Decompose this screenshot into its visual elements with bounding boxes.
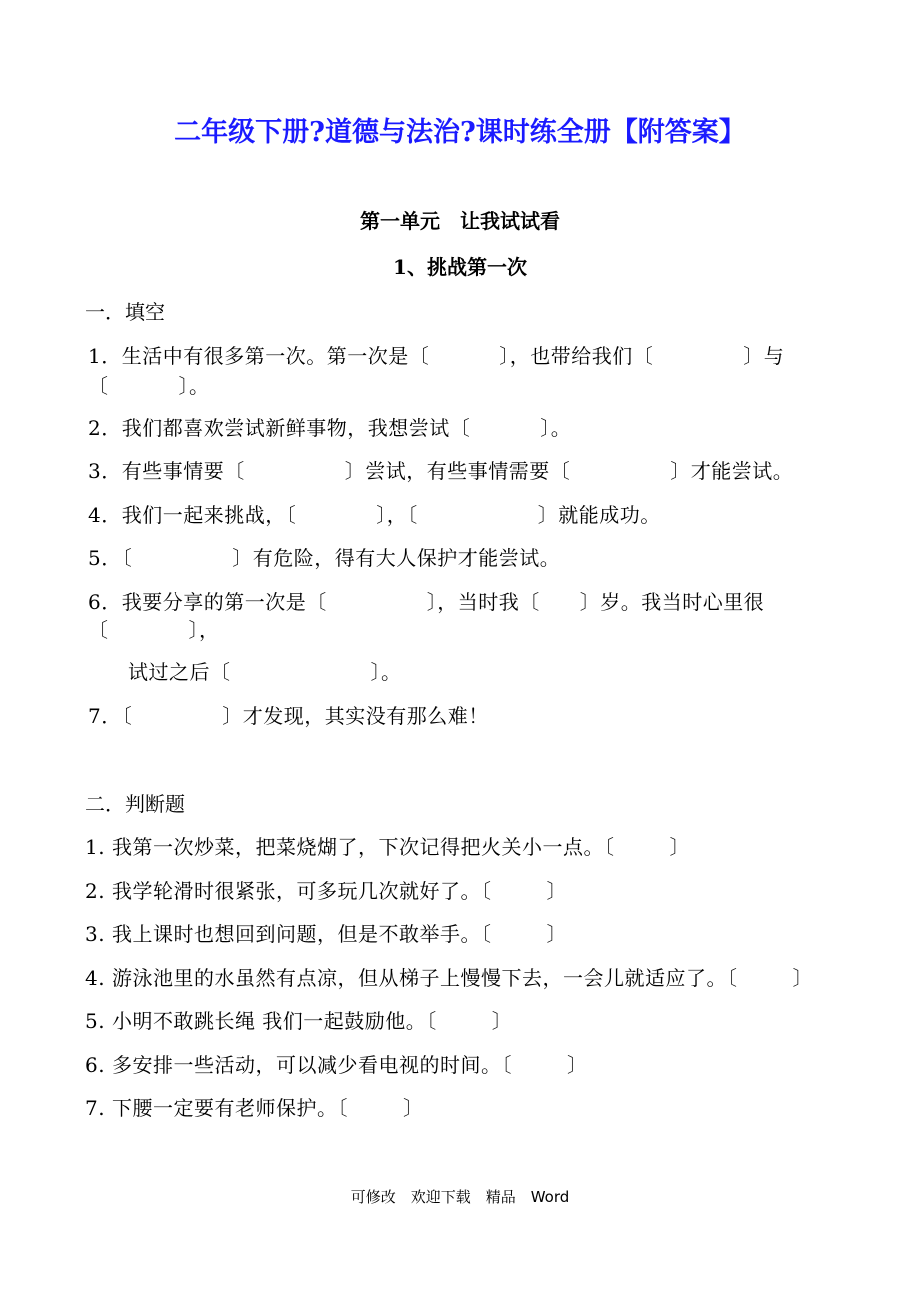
section-judge-heading: 二．判断题 bbox=[85, 792, 185, 816]
document-title: 二年级下册?道德与法治?课时练全册【附答案】 bbox=[174, 117, 746, 148]
lesson-title: 1、挑战第一次 bbox=[393, 255, 527, 279]
fill-question-1: 1．生活中有很多第一次。第一次是〔 〕，也带给我们〔 〕与 bbox=[88, 344, 785, 368]
fill-question-2: 2．我们都喜欢尝试新鲜事物，我想尝试〔 〕。 bbox=[88, 416, 572, 440]
section-fill-heading: 一．填空 bbox=[85, 300, 165, 324]
fill-question-7: 7．〔 〕才发现，其实没有那么难！ bbox=[88, 704, 489, 728]
judge-item-1: 1. 我第一次炒菜，把菜烧煳了，下次记得把火关小一点。〔 〕 bbox=[85, 835, 690, 859]
judge-item-4: 4. 游泳池里的水虽然有点凉，但从梯子上慢慢下去，一会儿就适应了。〔 〕 bbox=[85, 966, 813, 990]
fill-question-5: 5．〔 〕有危险，得有大人保护才能尝试。 bbox=[88, 546, 561, 570]
judge-item-6: 6. 多安排一些活动，可以减少看电视的时间。〔 〕 bbox=[85, 1053, 588, 1077]
fill-question-6: 6．我要分享的第一次是〔 〕，当时我〔 〕岁。我当时心里很 bbox=[88, 590, 765, 614]
judge-item-5: 5. 小明不敢跳长绳 我们一起鼓励他。〔 〕 bbox=[85, 1009, 513, 1033]
unit-title: 第一单元 让我试试看 bbox=[360, 209, 560, 233]
fill-question-1-cont: 〔 〕。 bbox=[88, 374, 210, 398]
fill-question-6-cont: 〔 〕， bbox=[88, 618, 220, 642]
judge-item-7: 7. 下腰一定要有老师保护。〔 〕 bbox=[85, 1096, 424, 1120]
page-footer: 可修改 欢迎下载 精品 Word bbox=[350, 1188, 570, 1206]
judge-item-2: 2. 我学轮滑时很紧张，可多玩几次就好了。〔 〕 bbox=[85, 879, 567, 903]
judge-item-3: 3. 我上课时也想回到问题，但是不敢举手。〔 〕 bbox=[85, 922, 567, 946]
fill-question-6-after: 试过之后〔 〕。 bbox=[128, 660, 402, 684]
fill-question-4: 4．我们一起来挑战，〔 〕，〔 〕就能成功。 bbox=[88, 503, 661, 527]
fill-question-3: 3．有些事情要〔 〕尝试，有些事情需要〔 〕才能尝试。 bbox=[88, 459, 794, 483]
